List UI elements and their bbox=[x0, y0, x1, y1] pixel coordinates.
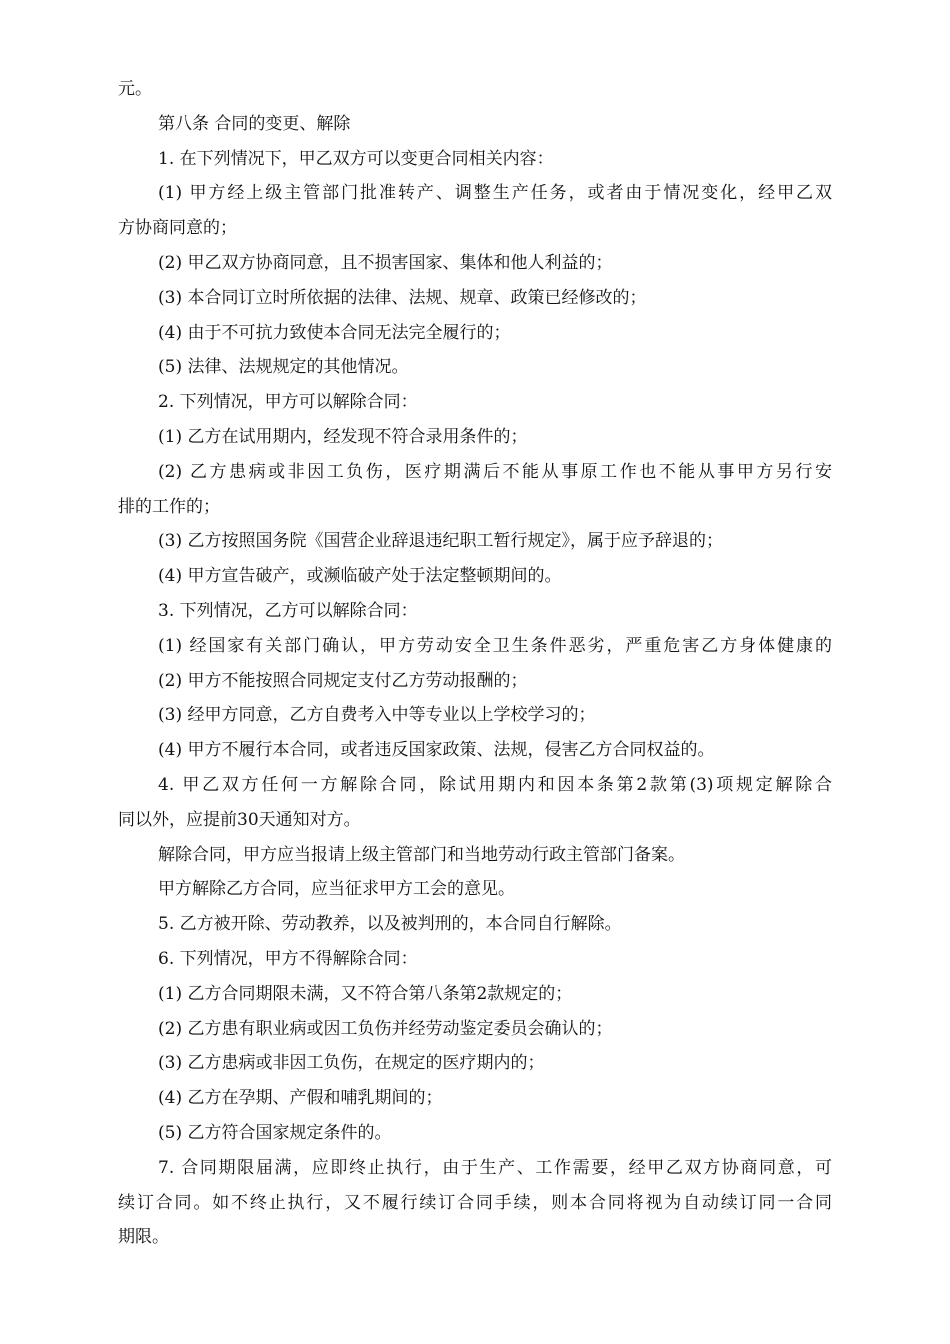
text-line: 5. 乙方被开除、劳动教养，以及被判刑的，本合同自行解除。 bbox=[158, 914, 622, 935]
text-line: (1) 甲方经上级主管部门批准转产、调整生产任务，或者由于情况变化，经甲乙双 bbox=[158, 183, 832, 204]
text-line: (1) 乙方在试用期内，经发现不符合录用条件的； bbox=[158, 426, 528, 447]
text-line: (2) 甲方不能按照合同规定支付乙方劳动报酬的； bbox=[158, 670, 528, 691]
text-line: (3) 本合同订立时所依据的法律、法规、规章、政策已经修改的； bbox=[158, 287, 647, 308]
text-line: (3) 乙方患病或非因工负伤，在规定的医疗期内的； bbox=[158, 1053, 545, 1074]
text-line: 元。 bbox=[118, 79, 152, 99]
text-line: (4) 乙方在孕期、产假和哺乳期间的； bbox=[158, 1088, 443, 1109]
text-line: (1) 乙方合同期限未满，又不符合第八条第2款规定的； bbox=[158, 983, 573, 1004]
text-line: (1) 经国家有关部门确认，甲方劳动安全卫生条件恶劣，严重危害乙方身体健康的 bbox=[158, 635, 832, 656]
text-line: (2) 乙方患有职业病或因工负伤并经劳动鉴定委员会确认的； bbox=[158, 1018, 613, 1039]
text-line: 7. 合同期限届满，应即终止执行，由于生产、工作需要，经甲乙双方协商同意，可 bbox=[158, 1157, 832, 1178]
text-line: 续订合同。如不终止执行，又不履行续订合同手续，则本合同将视为自动续订同一合同 bbox=[118, 1192, 832, 1213]
text-line: (2) 甲乙双方协商同意，且不损害国家、集体和他人利益的； bbox=[158, 252, 613, 273]
text-line: (2) 乙方患病或非因工负伤，医疗期满后不能从事原工作也不能从事甲方另行安 bbox=[158, 461, 832, 482]
text-line: 3. 下列情况，乙方可以解除合同： bbox=[158, 600, 418, 621]
text-line: 6. 下列情况，甲方不得解除合同： bbox=[158, 948, 418, 969]
text-line: 方协商同意的； bbox=[118, 218, 237, 239]
text-line: 1. 在下列情况下，甲乙双方可以变更合同相关内容： bbox=[158, 148, 554, 169]
contract-text bbox=[118, 72, 832, 1255]
text-line: 4. 甲乙双方任何一方解除合同，除试用期内和因本条第2款第(3)项规定解除合 bbox=[158, 774, 832, 795]
text-line: 2. 下列情况，甲方可以解除合同： bbox=[158, 392, 418, 413]
text-line: 第八条 合同的变更、解除 bbox=[158, 113, 351, 134]
text-line: (5) 乙方符合国家规定条件的。 bbox=[158, 1122, 392, 1143]
text-line: 甲方解除乙方合同，应当征求甲方工会的意见。 bbox=[158, 879, 515, 900]
text-line: (4) 甲方宣告破产，或濒临破产处于法定整顿期间的。 bbox=[158, 566, 562, 587]
text-line: 解除合同，甲方应当报请上级主管部门和当地劳动行政主管部门备案。 bbox=[158, 844, 685, 865]
text-line: (4) 由于不可抗力致使本合同无法完全履行的； bbox=[158, 322, 511, 343]
text-line: (4) 甲方不履行本合同，或者违反国家政策、法规，侵害乙方合同权益的。 bbox=[158, 740, 715, 761]
text-line: (3) 乙方按照国务院《国营企业辞退违纪职工暂行规定》，属于应予辞退的； bbox=[158, 531, 723, 552]
text-line: (3) 经甲方同意，乙方自费考入中等专业以上学校学习的； bbox=[158, 705, 596, 726]
text-line: 排的工作的； bbox=[118, 496, 220, 517]
text-line: (5) 法律、法规规定的其他情况。 bbox=[158, 357, 409, 378]
text-line: 同以外，应提前30天通知对方。 bbox=[118, 809, 361, 830]
text-line: 期限。 bbox=[118, 1227, 169, 1248]
